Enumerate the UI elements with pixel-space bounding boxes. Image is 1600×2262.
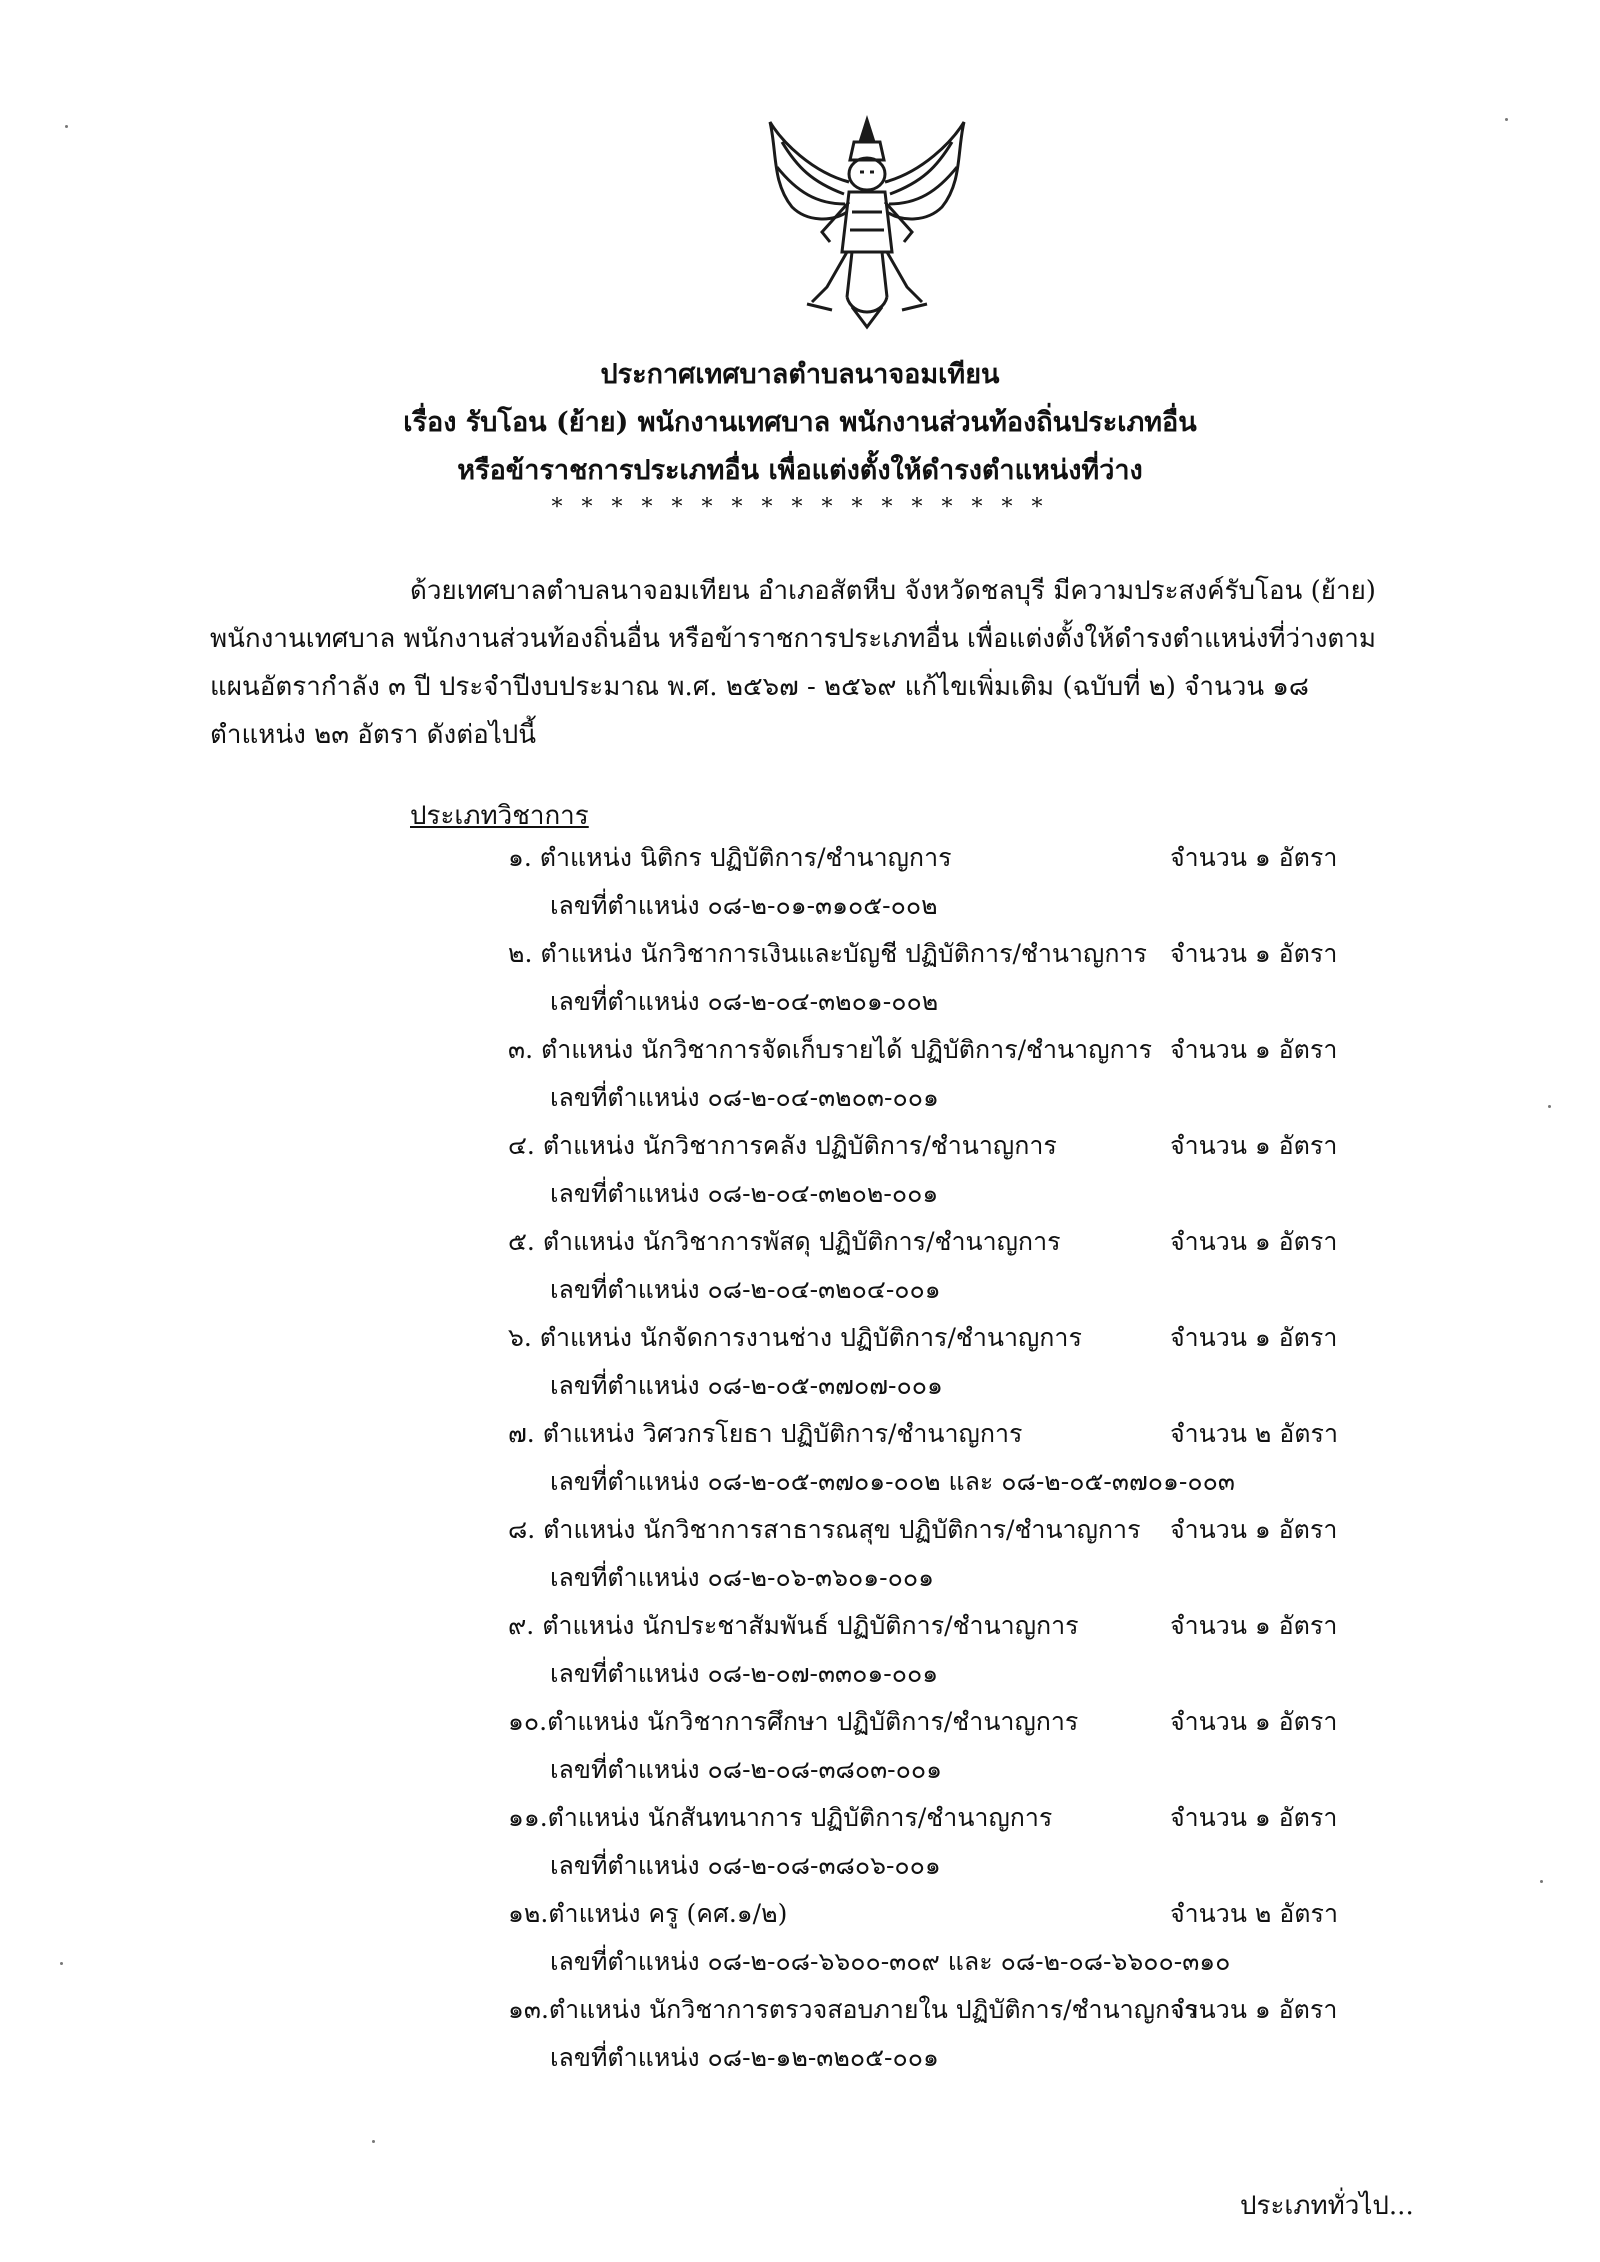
position-number: เลขที่ตำแหน่ง ๐๘-๒-๐๔-๓๒๐๔-๐๐๑ bbox=[550, 1275, 941, 1304]
position-title: ๑๒.ตำแหน่ง ครู (คศ.๑/๒) bbox=[508, 1899, 788, 1928]
position-title: ๕. ตำแหน่ง นักวิชาการพัสดุ ปฏิบัติการ/ชำนาญการ bbox=[508, 1227, 1061, 1256]
position-number: เลขที่ตำแหน่ง ๐๘-๒-๐๔-๓๒๐๓-๐๐๑ bbox=[550, 1083, 939, 1112]
position-count: จำนวน ๑ อัตรา bbox=[1170, 939, 1338, 968]
position-number: เลขที่ตำแหน่ง ๐๘-๒-๐๗-๓๓๐๑-๐๐๑ bbox=[550, 1659, 939, 1688]
position-title: ๔. ตำแหน่ง นักวิชาการคลัง ปฏิบัติการ/ชำนาญการ bbox=[508, 1131, 1057, 1160]
position-title: ๑๓.ตำแหน่ง นักวิชาการตรวจสอบภายใน ปฏิบัติการ/ชำนาญการ bbox=[508, 1995, 1198, 2024]
position-count: จำนวน ๒ อัตรา bbox=[1170, 1419, 1338, 1448]
position-count: จำนวน ๑ อัตรา bbox=[1170, 1611, 1338, 1640]
position-title: ๘. ตำแหน่ง นักวิชาการสาธารณสุข ปฏิบัติการ/ชำนาญการ bbox=[508, 1515, 1141, 1544]
announcement-title: ประกาศเทศบาลตำบลนาจอมเทียน bbox=[600, 359, 1000, 390]
position-title: ๗. ตำแหน่ง วิศวกรโยธา ปฏิบัติการ/ชำนาญการ bbox=[508, 1419, 1023, 1448]
position-count: จำนวน ๑ อัตรา bbox=[1170, 1803, 1338, 1832]
position-count: จำนวน ๑ อัตรา bbox=[1170, 1515, 1338, 1544]
continued-next-page: ประเภททั่วไป... bbox=[1240, 2191, 1414, 2221]
position-number: เลขที่ตำแหน่ง ๐๘-๒-๐๕-๓๗๐๗-๐๐๑ bbox=[550, 1371, 943, 1400]
intro-line-2: พนักงานเทศบาล พนักงานส่วนท้องถิ่นอื่น หรือข้าราชการประเภทอื่น เพื่อแต่งตั้งให้ดำรงตำแหน่งที่ว่างตาม bbox=[210, 624, 1377, 654]
scan-speck bbox=[65, 125, 68, 128]
scan-speck bbox=[1548, 1105, 1551, 1108]
garuda-emblem-icon bbox=[752, 112, 982, 332]
scan-speck bbox=[1505, 118, 1508, 121]
position-count: จำนวน ๑ อัตรา bbox=[1170, 1227, 1338, 1256]
intro-line-1: ด้วยเทศบาลตำบลนาจอมเทียน อำเภอสัตหีบ จังหวัดชลบุรี มีความประสงค์รับโอน (ย้าย) bbox=[410, 576, 1376, 606]
position-title: ๒. ตำแหน่ง นักวิชาการเงินและบัญชี ปฏิบัติการ/ชำนาญการ bbox=[508, 939, 1147, 968]
position-number: เลขที่ตำแหน่ง ๐๘-๒-๑๒-๓๒๐๕-๐๐๑ bbox=[550, 2043, 939, 2072]
position-count: จำนวน ๑ อัตรา bbox=[1170, 1323, 1338, 1352]
scan-speck bbox=[1540, 1880, 1543, 1883]
position-number: เลขที่ตำแหน่ง ๐๘-๒-๐๑-๓๑๐๕-๐๐๒ bbox=[550, 891, 938, 920]
position-number: เลขที่ตำแหน่ง ๐๘-๒-๐๘-๓๘๐๖-๐๐๑ bbox=[550, 1851, 941, 1880]
position-count: จำนวน ๒ อัตรา bbox=[1170, 1899, 1338, 1928]
position-count: จำนวน ๑ อัตรา bbox=[1170, 1707, 1338, 1736]
position-count: จำนวน ๑ อัตรา bbox=[1170, 1995, 1338, 2024]
position-number: เลขที่ตำแหน่ง ๐๘-๒-๐๕-๓๗๐๑-๐๐๒ และ ๐๘-๒-๐๕-๓๗๐๑-๐๐๓ bbox=[550, 1467, 1235, 1496]
position-count: จำนวน ๑ อัตรา bbox=[1170, 1131, 1338, 1160]
position-number: เลขที่ตำแหน่ง ๐๘-๒-๐๖-๓๖๐๑-๐๐๑ bbox=[550, 1563, 934, 1592]
position-title: ๖. ตำแหน่ง นักจัดการงานช่าง ปฏิบัติการ/ชำนาญการ bbox=[508, 1323, 1082, 1352]
announcement-subject: เรื่อง รับโอน (ย้าย) พนักงานเทศบาล พนักงานส่วนท้องถิ่นประเภทอื่น bbox=[403, 407, 1197, 438]
position-title: ๑๐.ตำแหน่ง นักวิชาการศึกษา ปฏิบัติการ/ชำนาญการ bbox=[508, 1707, 1079, 1736]
stars-divider: * * * * * * * * * * * * * * * * * bbox=[551, 495, 1049, 520]
intro-line-3: แผนอัตรากำลัง ๓ ปี ประจำปีงบประมาณ พ.ศ. ๒๕๖๗ - ๒๕๖๙ แก้ไขเพิ่มเติม (ฉบับที่ ๒) จำนวน ๑๘ bbox=[210, 672, 1309, 702]
scan-speck bbox=[372, 2140, 375, 2143]
position-number: เลขที่ตำแหน่ง ๐๘-๒-๐๘-๓๘๐๓-๐๐๑ bbox=[550, 1755, 943, 1784]
position-title: ๙. ตำแหน่ง นักประชาสัมพันธ์ ปฏิบัติการ/ชำนาญการ bbox=[508, 1611, 1079, 1640]
position-number: เลขที่ตำแหน่ง ๐๘-๒-๐๔-๓๒๐๒-๐๐๑ bbox=[550, 1179, 939, 1208]
intro-line-4: ตำแหน่ง ๒๓ อัตรา ดังต่อไปนี้ bbox=[210, 720, 537, 750]
position-title: ๑๑.ตำแหน่ง นักสันทนาการ ปฏิบัติการ/ชำนาญการ bbox=[508, 1803, 1053, 1832]
position-number: เลขที่ตำแหน่ง ๐๘-๒-๐๘-๖๖๐๐-๓๐๙ และ ๐๘-๒-๐๘-๖๖๐๐-๓๑๐ bbox=[550, 1947, 1231, 1976]
announcement-subject-cont: หรือข้าราชการประเภทอื่น เพื่อแต่งตั้งให้ดำรงตำแหน่งที่ว่าง bbox=[457, 455, 1143, 486]
position-title: ๓. ตำแหน่ง นักวิชาการจัดเก็บรายได้ ปฏิบัติการ/ชำนาญการ bbox=[508, 1035, 1153, 1064]
position-count: จำนวน ๑ อัตรา bbox=[1170, 1035, 1338, 1064]
scan-speck bbox=[60, 1962, 63, 1965]
section-title-academic: ประเภทวิชาการ bbox=[410, 801, 589, 831]
position-number: เลขที่ตำแหน่ง ๐๘-๒-๐๔-๓๒๐๑-๐๐๒ bbox=[550, 987, 939, 1016]
position-count: จำนวน ๑ อัตรา bbox=[1170, 843, 1338, 872]
position-title: ๑. ตำแหน่ง นิติกร ปฏิบัติการ/ชำนาญการ bbox=[508, 843, 952, 872]
